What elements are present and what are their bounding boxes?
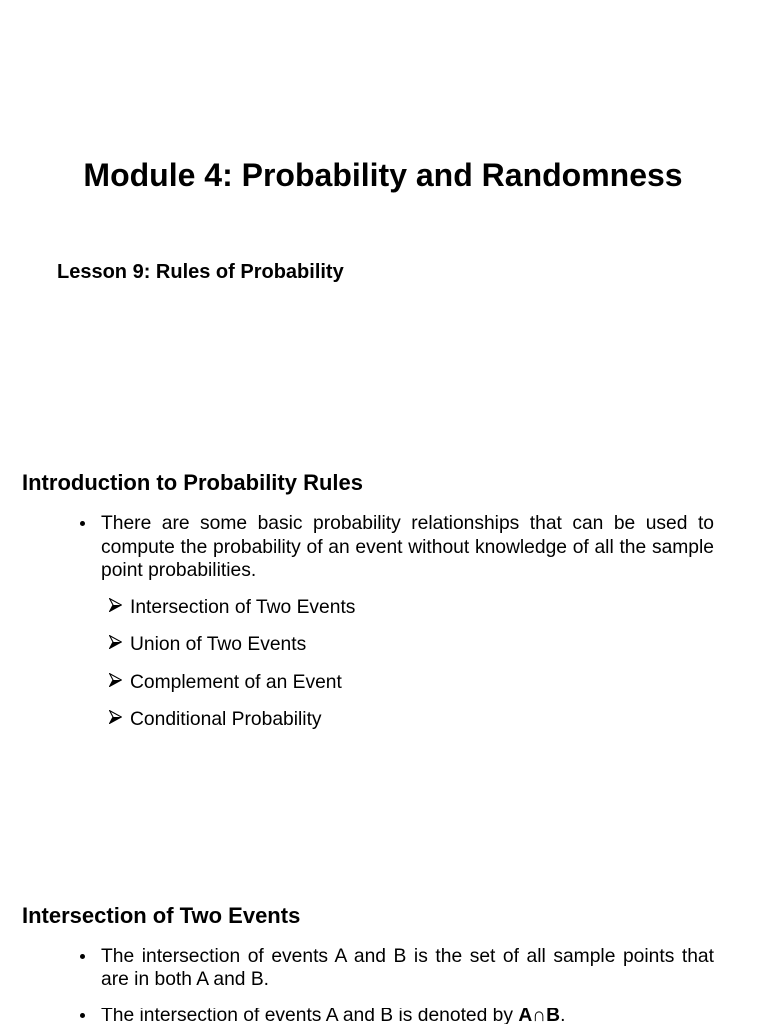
sub-bullet-text: Union of Two Events xyxy=(130,634,307,656)
bullet-dot-icon xyxy=(80,954,85,959)
bullet-text: There are some basic probability relationships that can be used to compute the probability of an event without knowledge of all the sample point probabilities. xyxy=(101,513,714,581)
arrowhead-icon xyxy=(109,673,122,687)
sub-bullet-text: Intersection of Two Events xyxy=(130,597,356,618)
section-heading: Intersection of Two Events xyxy=(22,903,301,928)
intersection-notation: A∩B xyxy=(518,1008,561,1024)
sub-bullet-text: Conditional Probability xyxy=(130,709,322,730)
bullet-text xyxy=(101,1008,714,1024)
bullet-dot-icon xyxy=(80,1013,85,1018)
sub-bullet-text: Complement of an Event xyxy=(130,671,342,693)
bullet-dot-icon xyxy=(80,521,85,526)
bullet-text: The intersection of events A and B is the set of all sample points that are in both A and B. xyxy=(101,945,714,990)
arrowhead-icon xyxy=(109,598,122,612)
page-title: Module 4: Probability and Randomness xyxy=(83,157,683,193)
bullet-text-suffix: . xyxy=(560,1008,566,1024)
lesson-title: Lesson 9: Rules of Probability xyxy=(57,261,344,283)
section-heading: Introduction to Probability Rules xyxy=(22,470,363,495)
arrowhead-icon xyxy=(109,635,122,649)
arrowhead-icon xyxy=(109,710,122,724)
bullet-text-prefix: The intersection of events A and B is denoted by xyxy=(101,1008,519,1024)
